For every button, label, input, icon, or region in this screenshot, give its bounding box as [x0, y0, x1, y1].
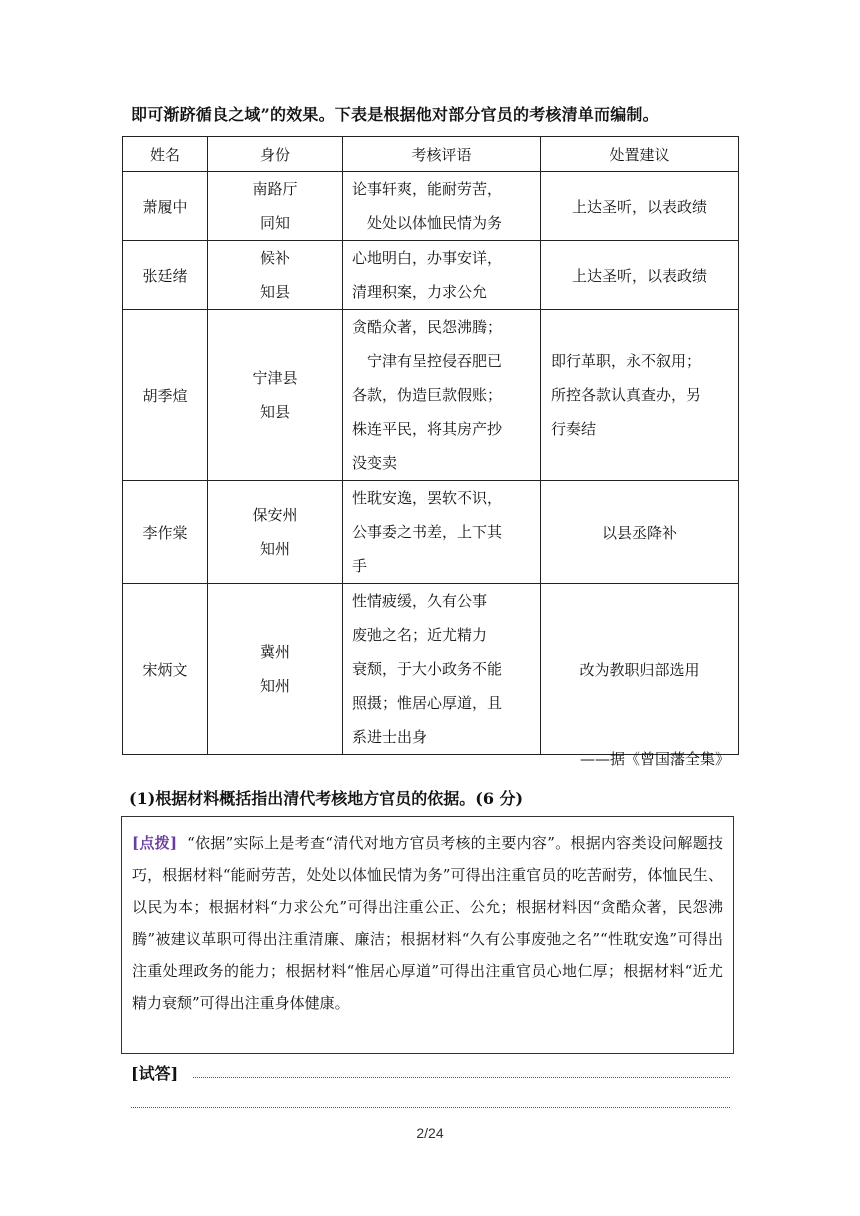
hint-box — [121, 816, 734, 1054]
disposal-suggestion: 上达圣听，以表政绩 — [541, 172, 739, 241]
disposal-suggestion: 上达圣听，以表政绩 — [541, 241, 739, 310]
official-name: 宋炳文 — [123, 584, 208, 755]
assessment-comment: 性情疲缓，久有公事 废弛之名；近尤精力 衰颓，于大小政务不能 照摄；惟居心厚道，且 系进士出身 — [343, 584, 541, 755]
official-name: 胡季煊 — [123, 310, 208, 481]
intro-text: 即可渐跻循良之域”的效果。下表是根据他对部分官员的考核清单而编制。 — [131, 105, 659, 124]
source-citation: ——据《曾国藩全集》 — [580, 750, 731, 768]
header-name: 姓名 — [123, 137, 208, 172]
disposal-suggestion: 以县丞降补 — [541, 481, 739, 584]
header-suggestion: 处置建议 — [541, 137, 739, 172]
assessment-comment: 性耽安逸，罢软不识， 公事委之书差，上下其 手 — [343, 481, 541, 584]
official-name: 李作棠 — [123, 481, 208, 584]
table-row — [123, 172, 739, 241]
header-comment: 考核评语 — [343, 137, 541, 172]
official-name: 张廷绪 — [123, 241, 208, 310]
disposal-suggestion: 即行革职，永不叙用； 所控各款认真查办，另 行奏结 — [541, 310, 739, 481]
table-row — [123, 481, 739, 584]
hint-tag: [点拨] — [132, 834, 178, 852]
answer-line-2 — [131, 1107, 730, 1108]
table-header-row — [123, 137, 739, 172]
header-title: 身份 — [208, 137, 343, 172]
official-name: 萧履中 — [123, 172, 208, 241]
official-title: 南路厅 同知 — [208, 172, 343, 241]
table-row — [123, 241, 739, 310]
answer-line-1 — [193, 1077, 730, 1078]
assessment-table — [122, 136, 739, 755]
page-number: 2/24 — [416, 1125, 444, 1141]
assessment-comment: 贪酷众著，民怨沸腾； 宁津有呈控侵吞肥已 各款，伪造巨款假账； 株连平民，将其房产抄 没变卖 — [343, 310, 541, 481]
official-title: 保安州 知州 — [208, 481, 343, 584]
table-row — [123, 584, 739, 755]
official-title: 宁津县 知县 — [208, 310, 343, 481]
hint-text: “依据”实际上是考查“清代对地方官员考核的主要内容”。根据内容类设问解题技巧，根据材料“能耐劳苦，处处以体恤民情为务”可得出注重官员的吃苦耐劳，体恤民生、以民为本；根据材料“力求公允”可得出注重公正、公允；根据材料因“贪酷众著，民怨沸腾”被建议革职可得出注重清廉、廉洁；根据材料“久有公事废弛之名”“性耽安逸”可得出注重处理政务的能力；根据材料“惟居心厚道”可得出注重官员心地仁厚；根据材料“近尤精力衰颓”可得出注重身体健康。 — [132, 834, 723, 1012]
assessment-comment: 论事轩爽，能耐劳苦， 处处以体恤民情为务 — [343, 172, 541, 241]
question-text: (1)根据材料概括指出清代考核地方官员的依据。(6 分) — [129, 789, 524, 808]
answer-label: [试答] — [131, 1064, 179, 1083]
official-title: 冀州 知州 — [208, 584, 343, 755]
disposal-suggestion: 改为教职归部选用 — [541, 584, 739, 755]
assessment-comment: 心地明白，办事安详， 清理积案，力求公允 — [343, 241, 541, 310]
table-row — [123, 310, 739, 481]
official-title: 候补 知县 — [208, 241, 343, 310]
